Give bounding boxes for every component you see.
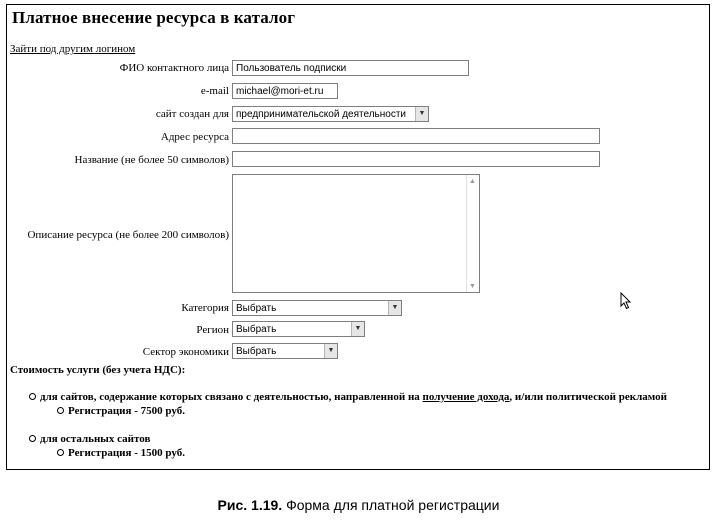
sector-select[interactable] bbox=[232, 343, 338, 359]
email-field[interactable]: michael@mori-et.ru bbox=[232, 83, 338, 99]
site-for-label: сайт создан для bbox=[155, 108, 229, 120]
page-frame bbox=[6, 4, 710, 470]
name-field[interactable] bbox=[232, 151, 600, 167]
contact-label: ФИО контактного лица bbox=[119, 62, 229, 74]
pricing-group2-text: для остальных сайтов bbox=[40, 433, 151, 445]
bullet-icon bbox=[57, 449, 64, 456]
pricing-group1-tail: , и/или политической рекламой bbox=[509, 391, 667, 403]
region-label: Регион bbox=[196, 324, 229, 336]
pricing-item1-text: Регистрация - 7500 руб. bbox=[68, 405, 185, 417]
mouse-cursor-icon bbox=[620, 292, 632, 310]
pricing-group-other bbox=[29, 433, 150, 445]
page-title: Платное внесение ресурса в каталог bbox=[12, 8, 296, 27]
chevron-down-icon: ▼ bbox=[415, 107, 428, 121]
address-field[interactable] bbox=[232, 128, 600, 144]
name-label: Название (не более 50 символов) bbox=[74, 154, 229, 166]
address-label: Адрес ресурса bbox=[160, 131, 229, 143]
category-label: Категория bbox=[181, 302, 229, 314]
pricing-item-commercial bbox=[57, 405, 185, 417]
caption-number: Рис. 1.19. bbox=[217, 497, 283, 513]
scroll-down-icon: ▼ bbox=[469, 282, 476, 290]
sector-value: Выбрать bbox=[236, 346, 277, 357]
category-value: Выбрать bbox=[236, 303, 277, 314]
textarea-scrollbar[interactable] bbox=[466, 175, 479, 292]
pricing-item-other bbox=[57, 447, 185, 459]
bullet-icon bbox=[57, 407, 64, 414]
bullet-icon bbox=[29, 393, 36, 400]
chevron-down-icon: ▼ bbox=[388, 301, 401, 315]
pricing-group1-text: для сайтов, содержание которых связано с деятельностью, направленной на bbox=[40, 391, 423, 403]
scroll-up-icon: ▲ bbox=[469, 177, 476, 185]
region-select[interactable] bbox=[232, 321, 365, 337]
caption-text: Форма для платной регистрации bbox=[282, 497, 500, 513]
figure-caption bbox=[0, 497, 717, 513]
region-value: Выбрать bbox=[236, 324, 277, 335]
description-textarea[interactable] bbox=[232, 174, 480, 293]
site-for-select[interactable] bbox=[232, 106, 429, 122]
sector-label: Сектор экономики bbox=[142, 346, 229, 358]
pricing-title: Стоимость услуги (без учета НДС): bbox=[10, 364, 186, 376]
bullet-icon bbox=[29, 435, 36, 442]
pricing-group-commercial bbox=[29, 391, 667, 403]
income-link[interactable]: получение дохода bbox=[422, 391, 510, 403]
email-label: e-mail bbox=[200, 85, 229, 97]
site-for-value: предпринимательской деятельности bbox=[236, 109, 406, 120]
category-select[interactable] bbox=[232, 300, 402, 316]
relogin-link[interactable]: Зайти под другим логином bbox=[10, 43, 136, 55]
description-label: Описание ресурса (не более 200 символов) bbox=[27, 229, 229, 241]
contact-field[interactable]: Пользователь подписки bbox=[232, 60, 469, 76]
chevron-down-icon: ▼ bbox=[324, 344, 337, 358]
chevron-down-icon: ▼ bbox=[351, 322, 364, 336]
pricing-item2-text: Регистрация - 1500 руб. bbox=[68, 447, 185, 459]
